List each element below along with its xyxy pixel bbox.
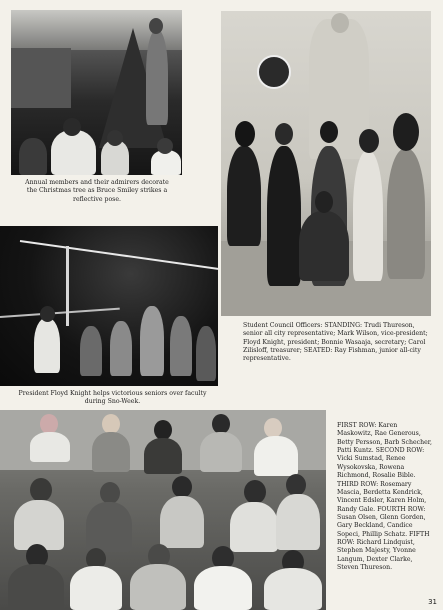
head [149,18,163,34]
head [107,130,123,146]
head [30,478,52,502]
council-caption: Student Council Officers: STANDING: Trudi Thureson, senior all city representative; Mark Wilson, vice-president; Floyd Knight, president; Bonnie Wasaaja, secretary; Carol Zilisloff, treasurer; SEATED: Ray Fishman, junior all-city representative. [243,322,428,363]
head [244,480,266,504]
head [275,123,293,145]
head [393,113,419,151]
student [194,566,252,610]
student-carol-zilisloff [387,149,425,279]
clock-icon [257,55,291,89]
christmas-tree-photo [11,10,182,175]
head [320,121,338,143]
head [235,121,255,147]
student-mark-wilson [267,146,301,286]
person [19,138,47,175]
class-group-photo [0,410,326,610]
hanging-streamer [66,246,69,326]
student-ray-fishman [299,211,349,281]
person-on-ladder [146,30,168,125]
student-bonnie-wasaaja [353,151,383,281]
student [86,502,132,552]
page-number: 31 [428,598,437,606]
student [200,432,242,472]
tree-caption: Annual members and their admirers decorate the Christmas tree as Bruce Smiley strikes a reflective pose. [25,179,169,203]
head [40,414,58,434]
student [30,432,70,462]
person [140,306,164,376]
head [100,482,120,504]
head [315,191,333,213]
head [102,414,120,434]
student [160,496,204,548]
streamer [0,308,120,318]
student-council-photo [221,11,431,316]
head [172,476,192,498]
head [40,306,55,322]
window [11,48,71,108]
dance-caption: President Floyd Knight helps victorious seniors over faculty during Sno-Week. [18,390,207,406]
person [80,326,102,376]
student [14,500,64,550]
student [276,494,320,550]
streamer [20,240,218,270]
student [230,502,278,552]
head [359,129,379,153]
person-floyd-knight [34,318,60,373]
head [157,138,173,154]
student [92,432,130,472]
student [8,564,64,610]
student-trudi-thureson [227,146,261,246]
student [70,566,122,610]
student [130,564,186,610]
student [144,438,182,474]
person [170,316,192,376]
head [286,474,306,496]
student [264,568,322,610]
person-white-shirt [51,130,96,175]
head [63,118,81,136]
dance-photo [0,226,218,386]
student [254,436,298,476]
head [212,414,230,434]
head [154,420,172,440]
head [264,418,282,438]
class-roster-caption: FIRST ROW: Karen Maskowitz, Rae Generous, Betty Persson, Barb Schecher, Patti Kuntz. SECOND ROW: Vicki Sumstad, Renee Wysokovska, Rowena Richmond, Rosalie Bible. THIRD ROW: Rosemary Mascia, Berdetta Kendrick, Vincent Edsler, Karen Holm, Randy Gale. FOURTH ROW: Susan Olsen, Glenn Gorden, Gary Beckland, Candice Sopeci, Phillip Schatz. FIFTH ROW: Richard Lindquist, Stephen Majesty, Yvonne Langum, Dexter Clarke, Steven Thureson. [337,422,432,572]
statue-head [331,13,349,33]
person [110,321,132,376]
person [196,326,216,381]
